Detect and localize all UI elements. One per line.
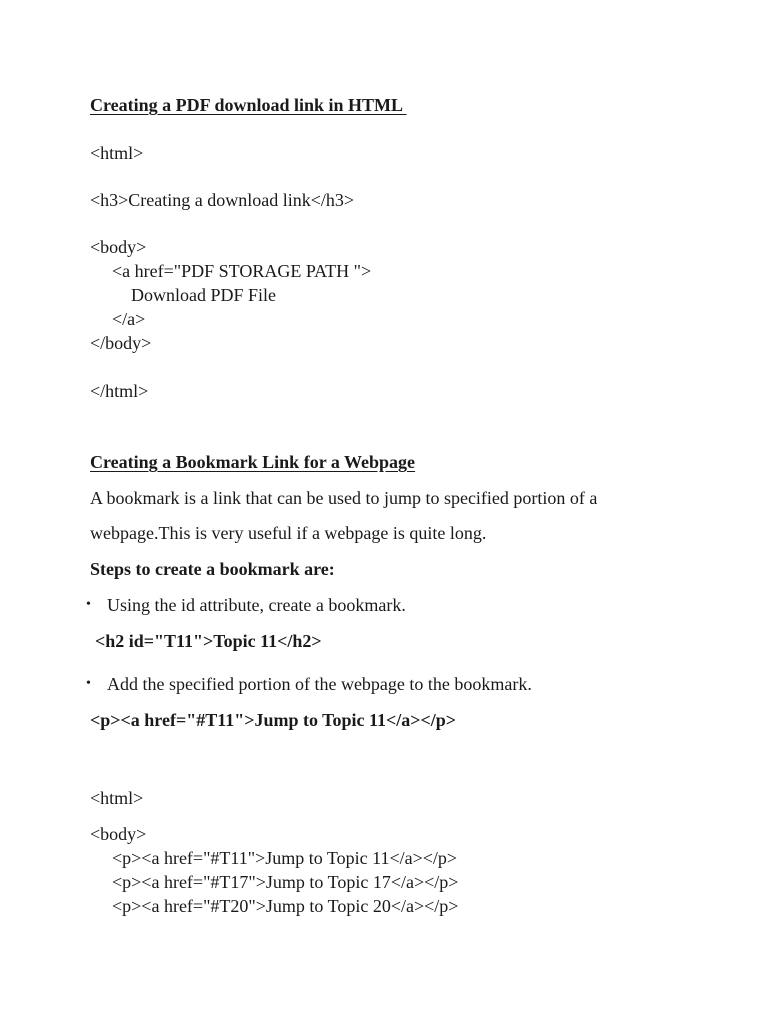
bullet-icon: • bbox=[86, 597, 91, 612]
code-line: <body> bbox=[90, 237, 147, 257]
step-text: Using the id attribute, create a bookmark. bbox=[107, 595, 406, 615]
code-line: <a href="PDF STORAGE PATH "> bbox=[112, 261, 372, 281]
bullet-icon: • bbox=[86, 676, 91, 691]
code-line: <html> bbox=[90, 143, 144, 163]
step-code: <h2 id="T11">Topic 11</h2> bbox=[95, 631, 322, 651]
section-heading-bookmark-link: Creating a Bookmark Link for a Webpage bbox=[90, 452, 416, 472]
code-line: <p><a href="#T17">Jump to Topic 17</a></p> bbox=[112, 872, 459, 892]
code-line: <p><a href="#T11">Jump to Topic 11</a></p> bbox=[112, 848, 458, 868]
intro-text: A bookmark is a link that can be used to jump to specified portion of a bbox=[90, 488, 598, 508]
code-line: <h3>Creating a download link</h3> bbox=[90, 190, 355, 210]
code-line: </html> bbox=[90, 381, 149, 401]
code-line: <p><a href="#T20">Jump to Topic 20</a></p> bbox=[112, 896, 459, 916]
step-text: Add the specified portion of the webpage to the bookmark. bbox=[107, 674, 532, 694]
code-line: Download PDF File bbox=[131, 285, 277, 305]
code-line: <html> bbox=[90, 788, 144, 808]
section-heading-pdf-link: Creating a PDF download link in HTML bbox=[90, 95, 407, 115]
intro-text: webpage.This is very useful if a webpage is quite long. bbox=[90, 523, 487, 543]
code-line: </body> bbox=[90, 333, 152, 353]
code-line: </a> bbox=[112, 309, 146, 329]
code-line: <body> bbox=[90, 824, 147, 844]
step-code: <p><a href="#T11">Jump to Topic 11</a></p> bbox=[90, 710, 457, 730]
steps-title: Steps to create a bookmark are: bbox=[90, 559, 335, 579]
